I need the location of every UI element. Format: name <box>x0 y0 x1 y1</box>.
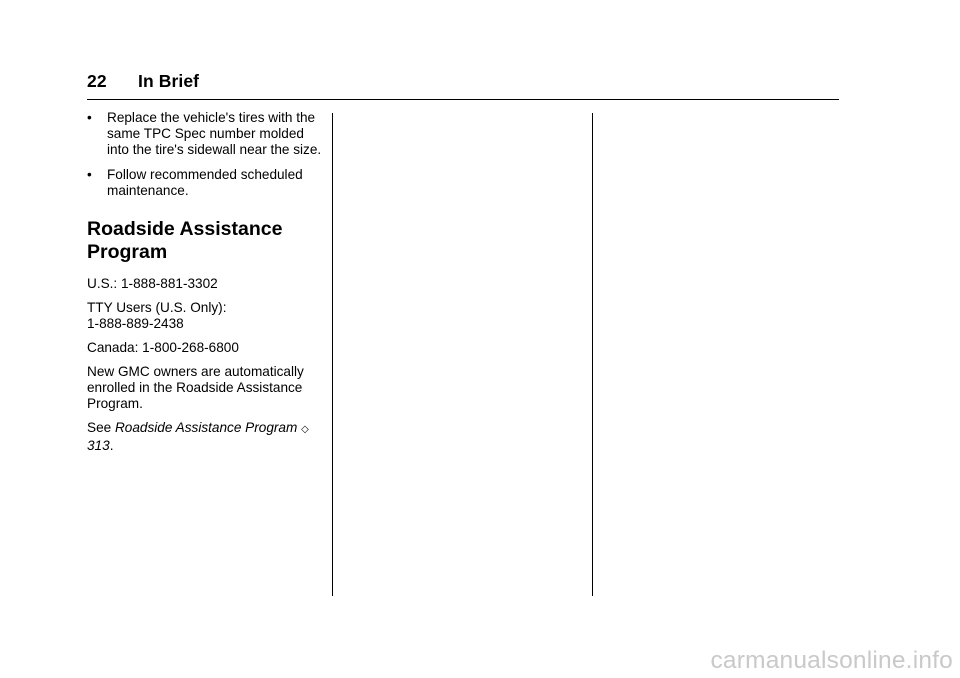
bullet-text: Follow recommended scheduled maintenance. <box>107 167 303 198</box>
bullet-text: Replace the vehicle's tires with the same TPC Spec number molded into the tire's sidewall near the size. <box>107 110 322 157</box>
reference-link[interactable]: Roadside Assistance Program <box>114 420 298 435</box>
body-paragraph: New GMC owners are automatically enrolled in the Roadside Assistance Program. <box>87 364 304 411</box>
section-heading: Roadside Assistance Program <box>87 218 283 263</box>
section-title: In Brief <box>138 71 200 91</box>
column-divider-2 <box>592 113 593 596</box>
bullet-dot: • <box>87 167 92 182</box>
page-header <box>87 70 199 92</box>
reference-page[interactable]: 313 <box>87 438 110 453</box>
us-phone: U.S.: 1-888-881-3302 <box>87 276 218 291</box>
page-ref-icon: ◇ <box>301 424 309 435</box>
page-number: 22 <box>87 71 107 91</box>
bullet-dot: • <box>87 110 92 125</box>
see-suffix: . <box>109 438 114 453</box>
left-column <box>87 110 325 462</box>
see-prefix: See <box>87 420 112 435</box>
see-reference <box>87 420 325 454</box>
tty-label: TTY Users (U.S. Only): <box>87 300 227 315</box>
tty-number: 1-888-889-2438 <box>87 316 184 331</box>
bullet-item <box>87 110 325 158</box>
column-divider-1 <box>332 113 333 596</box>
watermark: carmanualsonline.info <box>710 647 953 674</box>
canada-phone: Canada: 1-800-268-6800 <box>87 340 239 355</box>
tty-phone <box>87 300 325 332</box>
bullet-item <box>87 167 325 199</box>
header-rule <box>87 99 839 100</box>
